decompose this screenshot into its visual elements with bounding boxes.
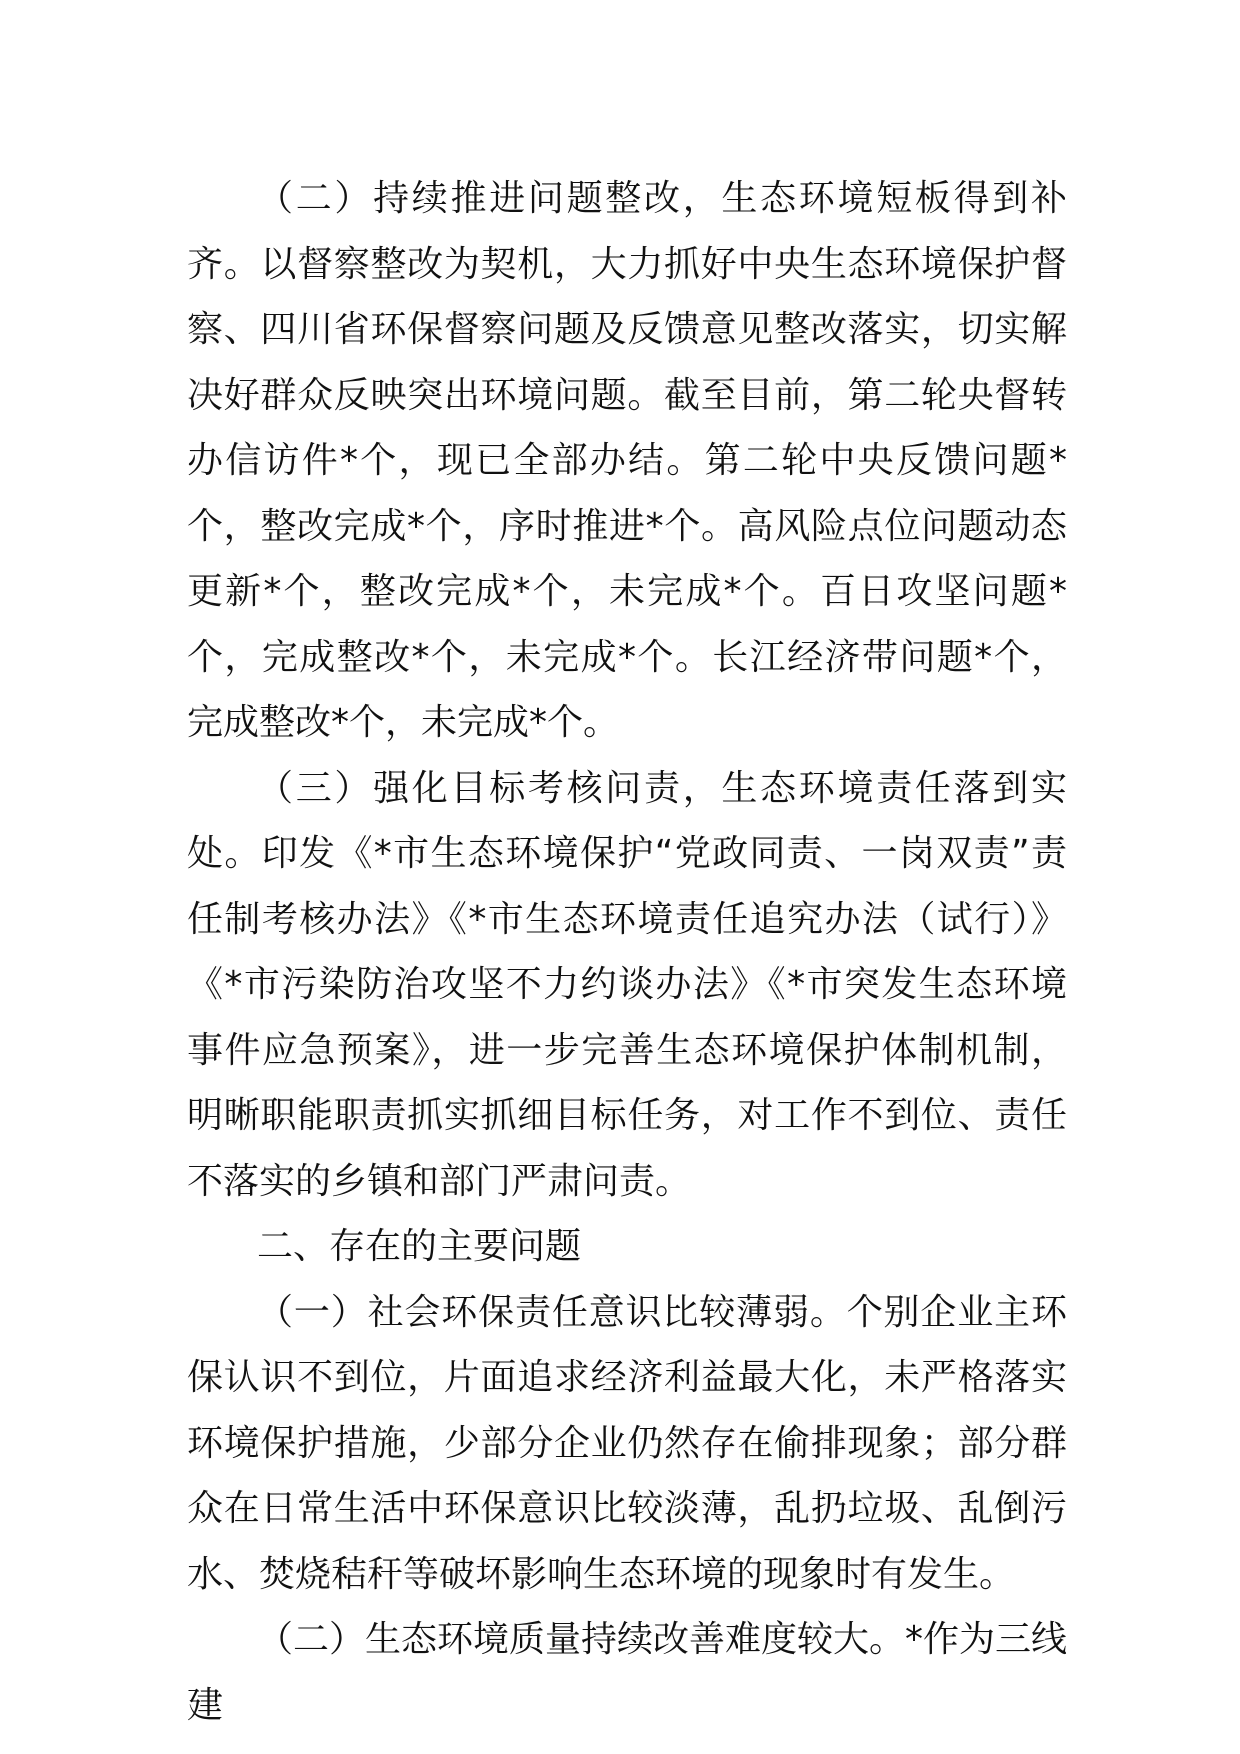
paragraph-rectification-progress: （二）持续推进问题整改，生态环境短板得到补齐。以督察整改为契机，大力抓好中央生态环境保护督察、四川省环保督察问题及反馈意见整改落实，切实解决好群众反映突出环境问题。截至目前，第二轮央督转办信访件*个，现已全部办结。第二轮中央反馈问题*个，整改完成*个，序时推进*个。高风险点位问题动态更新*个，整改完成*个，未完成*个。百日攻坚问题*个，完成整改*个，未完成*个。长江经济带问题*个，完成整改*个，未完成*个。 [187,178,1067,743]
section-heading-main-problems: 二、存在的主要问题 [257,1226,582,1267]
paragraph-environmental-awareness: （一）社会环保责任意识比较薄弱。个别企业主环保认识不到位，片面追求经济利益最大化，未严格落实环境保护措施，少部分企业仍然存在偷排现象；部分群众在日常生活中环保意识比较淡薄，乱扔垃圾、乱倒污水、焚烧秸秆等破坏影响生态环境的现象时有发生。 [187,1291,1067,1595]
paragraph-accountability: （三）强化目标考核问责，生态环境责任落到实处。印发《*市生态环境保护“党政同责、一岗双责”责任制考核办法》《*市生态环境责任追究办法（试行）》《*市污染防治攻坚不力约谈办法》《*市突发生态环境事件应急预案》，进一步完善生态环境保护体制机制，明晰职能职责抓实抓细目标任务，对工作不到位、责任不落实的乡镇和部门严肃问责。 [187,767,1067,1202]
paragraph-quality-improvement: （二）生态环境质量持续改善难度较大。*作为三线建 [187,1619,1068,1726]
document-body [187,166,1067,1738]
